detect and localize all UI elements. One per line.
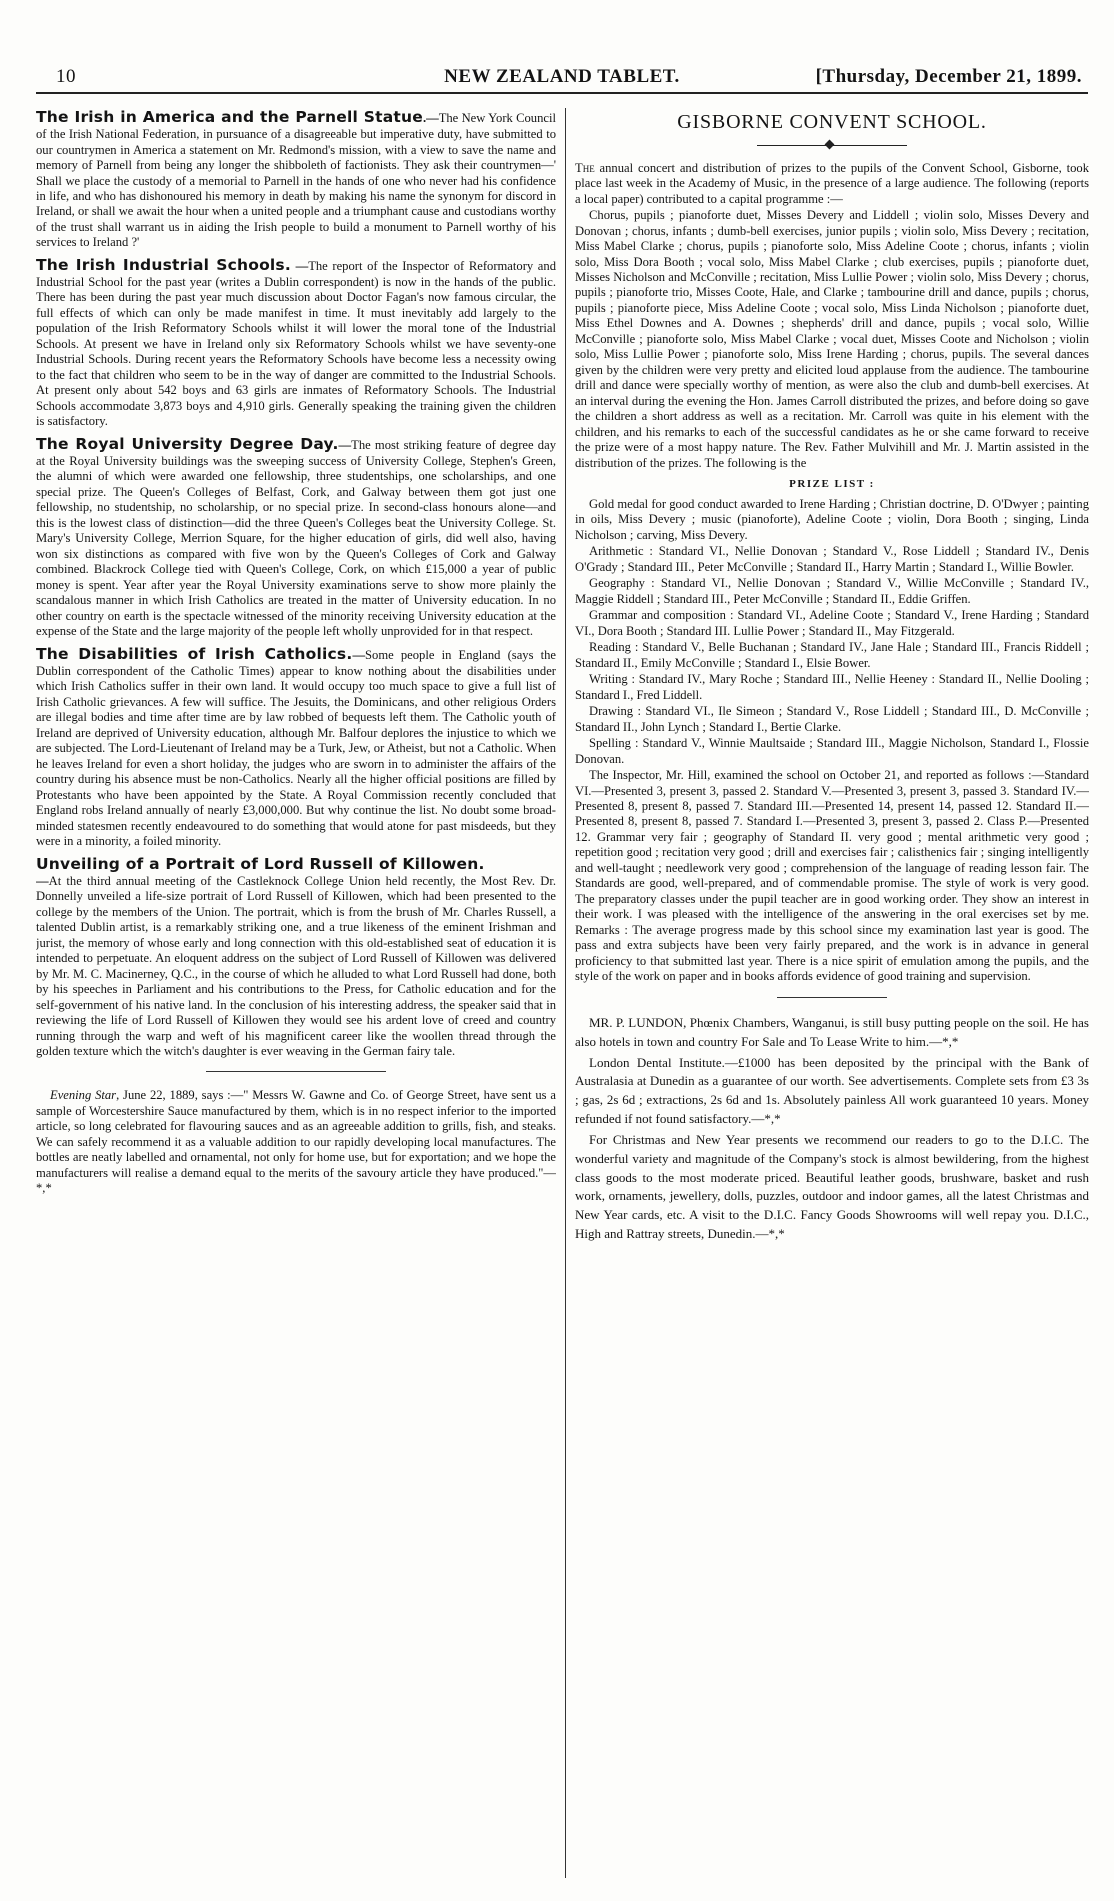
article-heading: The Royal University Degree Day. [36,434,339,453]
article-body: The New York Council of the Irish National Federation, in pursuance of a disagreeable but imperative duty, have submitted to our countrymen in America a statement on Mr. Redmond's mission, with a view to save the name and memory of Parnell from being any longer the shibboleth of factionists. They ask their countrymen—' Shall we place the custody of a memorial to Parnell in the hands of one who never had his confidence in life, and who has dishonoured his memory in death by making his name the synonym for discord in Ireland, or shall we await the hour when a united people and a triumphant cause and custodians worthy of the trust shall warrant us in aiding the Irish people to build a monument to Parnell worthy of his services to Ireland ?' [36,111,556,250]
masthead [36,62,1088,94]
prize-item: Arithmetic : Standard VI., Nellie Donovan ; Standard V., Rose Liddell ; Standard IV., Denis O'Grady ; Standard III., Peter McConville ; Standard II., Harry Martin ; Standard I., Willie Bowler. [575,544,1089,574]
prize-item: Grammar and composition : Standard VI., Adeline Coote ; Standard V., Irene Harding ; Standard VI., Dora Booth ; Standard III. Lullie Power ; Standard II., May Fitzgerald. [575,608,1089,638]
intro-text: annual concert and distribution of prizes to the pupils of the Convent School, Gisborne, took place last week in the Academy of Music, in the presence of a large audience. The following (reports a local paper) contributed to a capital programme :— [575,160,1089,206]
page-number: 10 [56,66,76,87]
article-parnell-statue: The Irish in America and the Parnell Statue.—The New York Council of the Irish National Federation, in pursuance of a disagreeable but imperative duty, have submitted to our countrymen in America a statement on Mr. Redmond's mission, with a view to save the name and memory of Parnell from being any longer the shibboleth of factionists. They ask their countrymen—' Shall we place the custody of a memorial to Parnell in the hands of one who never had his confidence in life, and who has dishonoured his memory in death by making his name the synonym for discord in Ireland, or shall we await the hour when a united people and a triumphant cause and custodians worthy of the trust shall warrant us in aiding the Irish people to build a monument to Parnell worthy of his services to Ireland ?' [36,108,556,250]
article-heading: The Disabilities of Irish Catholics. [36,644,353,663]
intro-lead: The [575,160,595,175]
article-title: GISBORNE CONVENT SCHOOL. [677,111,987,133]
prize-item: Drawing : Standard VI., Ile Simeon ; Standard V., Rose Liddell ; Standard III., D. McConville ; Standard II., John Lynch ; Standard I., Bertie Clarke. [575,704,1089,734]
notice-sauce [36,1088,556,1196]
article-heading: Unveiling of a Portrait of Lord Russell of Killowen. [36,854,485,873]
ornament-divider [757,141,907,151]
article-body: The report of the Inspector of Reformatory and Industrial School for the past year (writes a Dublin correspondent) is now in the hands of the public. There has been during the past year much discussion about Doctor Fagan's now famous circular, the full effects of which can only be made manifest in time. It must inevitably add largely to the population of the Irish Reformatory Schools whilst it will lower the moral tone of the Industrial Schools. At present we have in Ireland only six Reformatory Schools whilst we have seventy-one Industrial Schools. During recent years the Reformatory Schools have become less a necessity owing to the fact that children who seem to be in the way of danger are committed to the Industrial Schools. At present only about 542 boys and 63 girls are inmates of Reformatory Schools. The Industrial Schools accommodate 3,873 boys and 4,910 girls. Generally speaking the training given the children is satisfactory. [36,258,556,429]
article-body: At the third annual meeting of the Castleknock College Union held recently, the Most Rev. Dr. Donnelly unveiled a life-size portrait of Lord Russell of Killowen, which had been presented to the college by the members of the Union. The portrait, which is from the brush of Mr. Charles Russell, a talented Dublin artist, is a remarkably striking one, and a true likeness of the eminent Irishman and jurist, the memory of whose early and long connection with this old-established seat of education it is intended to perpetuate. An eloquent address on the subject of Lord Russell of Killowen was delivered by Mr. M. C. Macinerney, Q.C., in the course of which he alluded to what Lord Russell had done, both by his speeches in Parliament and his contributions to the Press, for Catholic education and for the self-government of his native land. In the conclusion of his interesting address, the speaker said that in reviewing the life of Lord Russell of Killowen they would see his ardent love of creed and country running through the warp and weft of his magnificent career like the woollen thread through the golden texture which the witch's daughter is ever weaving in the German fairy tale. [36,873,556,1058]
prize-item: Writing : Standard IV., Mary Roche ; Standard III., Nellie Heeney : Standard II., Nellie Dooling ; Standard I., Fred Liddell. [575,672,1089,702]
article-royal-university: The Royal University Degree Day.—The most striking feature of degree day at the Royal University buildings was the sweeping success of University College, Stephen's Green, the alumni of which were awarded one fellowship, three studentships, one scholarships, and one special prize. The Queen's Colleges of Belfast, Cork, and Galway between them got just one fellowship, no studentship, no scholarship, or no special prize. In second-class honours alone—and this is the lowest class of distinction—did the three Queen's Colleges beat the University College. St. Mary's University College, Merrion Square, for the higher education of girls, did well also, having won six distinctions as compared with five won by the Queen's Colleges of Cork and Galway combined. Blackrock College tied with Queen's College, Cork, on which £15,000 a year of public money is spent. Year after year the Royal University examinations serve to show more plainly the scandalous manner in which Irish Catholics are treated in the matter of University education. In no other country on earth is the spectacle witnessed of the minority receiving University education at the expense of the State and the large majority of the people left wholly unprovided for in that respect. [36,434,556,639]
inspector-report: The Inspector, Mr. Hill, examined the school on October 21, and reported as follows :—Standard VI.—Presented 3, present 3, passed 2. Standard V.—Presented 3, present 3, passed 3. Standard IV.—Presented 8, present 8, passed 7. Standard III.—Presented 14, present 14, passed 12. Standard II.—Presented 8, present 8, passed 7. Standard I.—Presented 3, present 3, passed 2. Class P.—Presented 12. Grammar very fair ; geography of Standard II. very good ; mental arithmetic very good ; repetition good ; recitation very good ; drill and exercises fair ; calisthenics fair ; singing intelligently and well-taught ; needlework very good ; comprehension of the language of reading lesson fair. The Standards are good, well-prepared, and of commendable promise. The style of work is very good. The preparatory classes under the pupil teacher are in good working order. They show an interest in their work. I was pleased with the intelligence of the answering in the oral exercises set by me. Remarks : The average progress made by this school since my examination last year is good. The pass and extra subjects have been very fairly prepared, and the work is in advance in general proficiency to that submitted last year. There is a nice spirit of emulation among the pupils, and the style of the work on paper and in books affords evidence of good training and supervision. [575,768,1089,984]
article-body: Some people in England (says the Dublin correspondent of the Catholic Times) appear to know nothing about the disabilities under which Irish Catholics suffer in their own land. It would occupy too much space to give a full list of Irish Catholic grievances. A few will suffice. The Jesuits, the Dominicans, and other religious Orders are illegal bodies and time after time are by law robbed of bequests left them. The Catholic youth of Ireland are deprived of University education, although Mr. Balfour deplores the injustice to which we are subjected. The Lord-Lieutenant of Ireland may be a Turk, Jew, or Atheist, but not a Catholic. When he leaves Ireland for even a short holiday, the judges who are sworn in to administer the affairs of the country during his absence must be non-Catholics. Nearly all the higher official positions are filled by Protestants who have been appointed by the State. A Royal Commission recently concluded that England robs Ireland annually of nearly £3,000,000. But why continue the list. No doubt some broad-minded statesmen recently endeavoured to do something that would atone for past misdeeds, but they were in a minority, a foiled minority. [36,647,556,849]
advertisements [575,1014,1089,1244]
article-disabilities: The Disabilities of Irish Catholics.—Some people in England (says the Dublin correspondent of the Catholic Times) appear to know nothing about the disabilities under which Irish Catholics suffer in their own land. It would occupy too much space to give a full list of Irish Catholic grievances. A few will suffice. The Jesuits, the Dominicans, and other religious Orders are illegal bodies and time after time are by law robbed of bequests left them. The Catholic youth of Ireland are deprived of University education, although Mr. Balfour deplores the injustice to which we are subjected. The Lord-Lieutenant of Ireland may be a Turk, Jew, or Atheist, but not a Catholic. When he leaves Ireland for even a short holiday, the judges who are sworn in to administer the affairs of the country during his absence must be non-Catholics. Nearly all the higher official positions are filled by Protestants who have been appointed by the State. A Royal Commission recently concluded that England robs Ireland annually of nearly £3,000,000. But why continue the list. No doubt some broad-minded statesmen recently endeavoured to do something that would atone for past misdeeds, but they were in a minority, a foiled minority. [36,644,556,849]
prize-item: Reading : Standard V., Belle Buchanan ; Standard IV., Jane Hale ; Standard III., Francis Riddell ; Standard II., Emily McConville ; Standard I., Elsie Bower. [575,640,1089,670]
left-column [36,108,556,1878]
column-rule [565,108,566,1878]
article-industrial-schools: The Irish Industrial Schools. —The report of the Inspector of Reformatory and Industrial School for the past year (writes a Dublin correspondent) is now in the hands of the public. There has been during the past year much discussion about Doctor Fagan's now famous circular, the full effects of which can only be made manifest in time. It must inevitably add largely to the population of the Irish Reformatory Schools whilst it will lower the moral tone of the Industrial Schools. At present we have in Ireland only six Reformatory Schools whilst we have seventy-one Industrial Schools. During recent years the Reformatory Schools have become less a necessity owing to the fact that children who seem to be in the way of danger are committed to the Industrial Schools. At present only about 542 boys and 63 girls are inmates of Reformatory Schools. The Industrial Schools accommodate 3,873 boys and 4,910 girls. Generally speaking the training given the children is satisfactory. [36,255,556,429]
prize-item: Gold medal for good conduct awarded to Irene Harding ; Christian doctrine, D. O'Dwyer ; painting in oils, Miss Devery ; music (pianoforte), Adeline Coote ; violin, Dora Booth ; singing, Linda Nicholson ; carving, Miss Devery. [575,496,1089,542]
prize-item: Spelling : Standard V., Winnie Maultsaide ; Standard III., Maggie Nicholson, Standard I., Flossie Donovan. [575,736,1089,766]
separator [206,1071,386,1072]
article-heading: The Irish Industrial Schools. [36,255,291,274]
separator [777,997,887,998]
paper-title: NEW ZEALAND TABLET. [444,66,680,87]
prize-list-heading: PRIZE LIST : [789,478,875,491]
ad-dic: For Christmas and New Year presents we recommend our readers to go to the D.I.C. The wonderful variety and magnitude of the Company's stock is almost bewildering, from the highest class goods to the most moderate priced. Beautiful leather goods, brushware, basket and rush work, ornaments, jewellery, dolls, puzzles, outdoor and indoor games, all the latest Christmas and New Year cards, etc. A visit to the D.I.C. Fancy Goods Showrooms will well repay you. D.I.C., High and Rattray streets, Dunedin.—*,* [575,1131,1089,1242]
article-body: The most striking feature of degree day at the Royal University buildings was the sweeping success of University College, Stephen's Green, the alumni of which were awarded one fellowship, three studentships, one scholarships, and one special prize. The Queen's Colleges of Belfast, Cork, and Galway between them got just one fellowship, no studentship, no scholarship, or no special prize. In second-class honours alone—and this is the lowest class of distinction—did the three Queen's Colleges beat the University College. St. Mary's University College, Merrion Square, for the higher education of girls, did well also, having won six distinctions as compared with five won by the Queen's Colleges of Cork and Galway combined. Blackrock College tied with Queen's College, Cork, on which £15,000 a year of public money is spent. Year after year the Royal University examinations serve to show more plainly the scandalous manner in which Irish Catholics are treated in the matter of University education. In no other country on earth is the spectacle witnessed of the minority receiving University education at the expense of the State and the large majority of the people left wholly unprovided for in that respect. [36,437,556,639]
ad-dental: London Dental Institute.—£1000 has been deposited by the principal with the Bank of Australasia at Dunedin as a guarantee of our worth. See advertisements. Complete sets from £3 3s ; gas, 2s 6d ; extractions, 2s 6d and 1s. Absolutely painless All work guaranteed 10 years. Money refunded if not found satisfactory.—*,* [575,1054,1089,1127]
right-column [575,108,1089,1878]
article-russell-portrait: Unveiling of a Portrait of Lord Russell of Killowen. —At the third annual meeting of the Castleknock College Union held recently, the Most Rev. Dr. Donnelly unveiled a life-size portrait of Lord Russell of Killowen, which had been presented to the college by the members of the Union. The portrait, which is from the brush of Mr. Charles Russell, a talented Dublin artist, is a remarkably striking one, and a true likeness of the eminent Irishman and jurist, the memory of whose early and long connection with this old-established seat of education it is intended to perpetuate. An eloquent address on the subject of Lord Russell of Killowen was delivered by Mr. M. C. Macinerney, Q.C., in the course of which he alluded to what Lord Russell had done, both by his speeches in Parliament and his contributions to the Press, for Catholic education and for the self-government of his native land. In the conclusion of his interesting address, the speaker said that in reviewing the life of Lord Russell of Killowen they would see his ardent love of creed and country running through the warp and weft of his magnificent career like the woollen thread through the golden texture which the witch's daughter is ever weaving in the German fairy tale. [36,854,556,1058]
notice-source: Evening Star [50,1088,117,1103]
issue-date: [Thursday, December 21, 1899. [815,66,1082,87]
article-heading: The Irish in America and the Parnell Statue [36,108,423,126]
notice-text: , June 22, 1889, says :—" Messrs W. Gawne and Co. of George Street, have sent us a sample of Worcestershire Sauce manufactured by them, which is in no respect inferior to the imported article, so long celebrated for flavouring sauces and as an agreeable addition to grills, fish, and steaks. We can safely recommend it as a valuable addition to our rapidly developing local manufactures. The bottles are neatly labelled and ornamental, not only for home use, but for exportation; and we hope the manufacturers will realise a demand equal to the merits of the savoury article they have produced."—*,* [36,1088,556,1196]
prize-item: Geography : Standard VI., Nellie Donovan ; Standard V., Willie McConville ; Standard IV., Maggie Riddell ; Standard III., Peter McConville ; Standard II., Eddie Griffen. [575,576,1089,606]
ad-lundon: MR. P. LUNDON, Phœnix Chambers, Wanganui, is still busy putting people on the soil. He has also hotels in town and country For Sale and To Lease Write to him.—*,* [575,1014,1089,1049]
programme-text: Chorus, pupils ; pianoforte duet, Misses Devery and Liddell ; violin solo, Misses Devery and Donovan ; chorus, infants ; dumb-bell exercises, junior pupils ; violin solo, Miss Devery ; recitation, Miss Mabel Clarke ; chorus, pupils ; pianoforte solo, Miss Adeline Coote ; chorus, infants ; violin solo, Miss Dora Booth ; vocal solo, Miss Mabel Clarke ; club exercises, pupils ; pianoforte duet, Misses Nicholson and McConville ; recitation, Miss Lullie Power ; violin solo, Miss Devery ; chorus, pupils ; pianoforte trio, Misses Coote, Hale, and Clarke ; tambourine drill and dance, pupils ; chorus, pupils ; pianoforte piece, Miss Adeline Coote ; vocal solo, Miss Linda Nicholson ; pianoforte duet, Miss Ethel Downes and A. Downes ; shepherds' drill and dance, pupils ; vocal solo, Willie McConville ; pianoforte solo, Miss Mabel Clarke ; vocal duet, Misses Coote and Nicholson ; violin solo, Miss Lullie Power ; pianoforte solo, Miss Irene Harding ; chorus, pupils. The several dances given by the children were very pretty and elicited loud applause from the audience. The tambourine drill and dance were specially worthy of mention, as were also the club and dumb-bell exercises. At an interval during the evening the Hon. James Carroll distributed the prizes, and before doing so gave the children a short address as well as a recitation. Mr. Carroll was quite in his element with the children, and his remarks to each of the successful candidates as he or she came forward to receive the prize were of a most happy nature. The Rev. Father Mulvihill and Mr. J. Martin assisted in the distribution of the prizes. The following is the [575,208,1089,470]
